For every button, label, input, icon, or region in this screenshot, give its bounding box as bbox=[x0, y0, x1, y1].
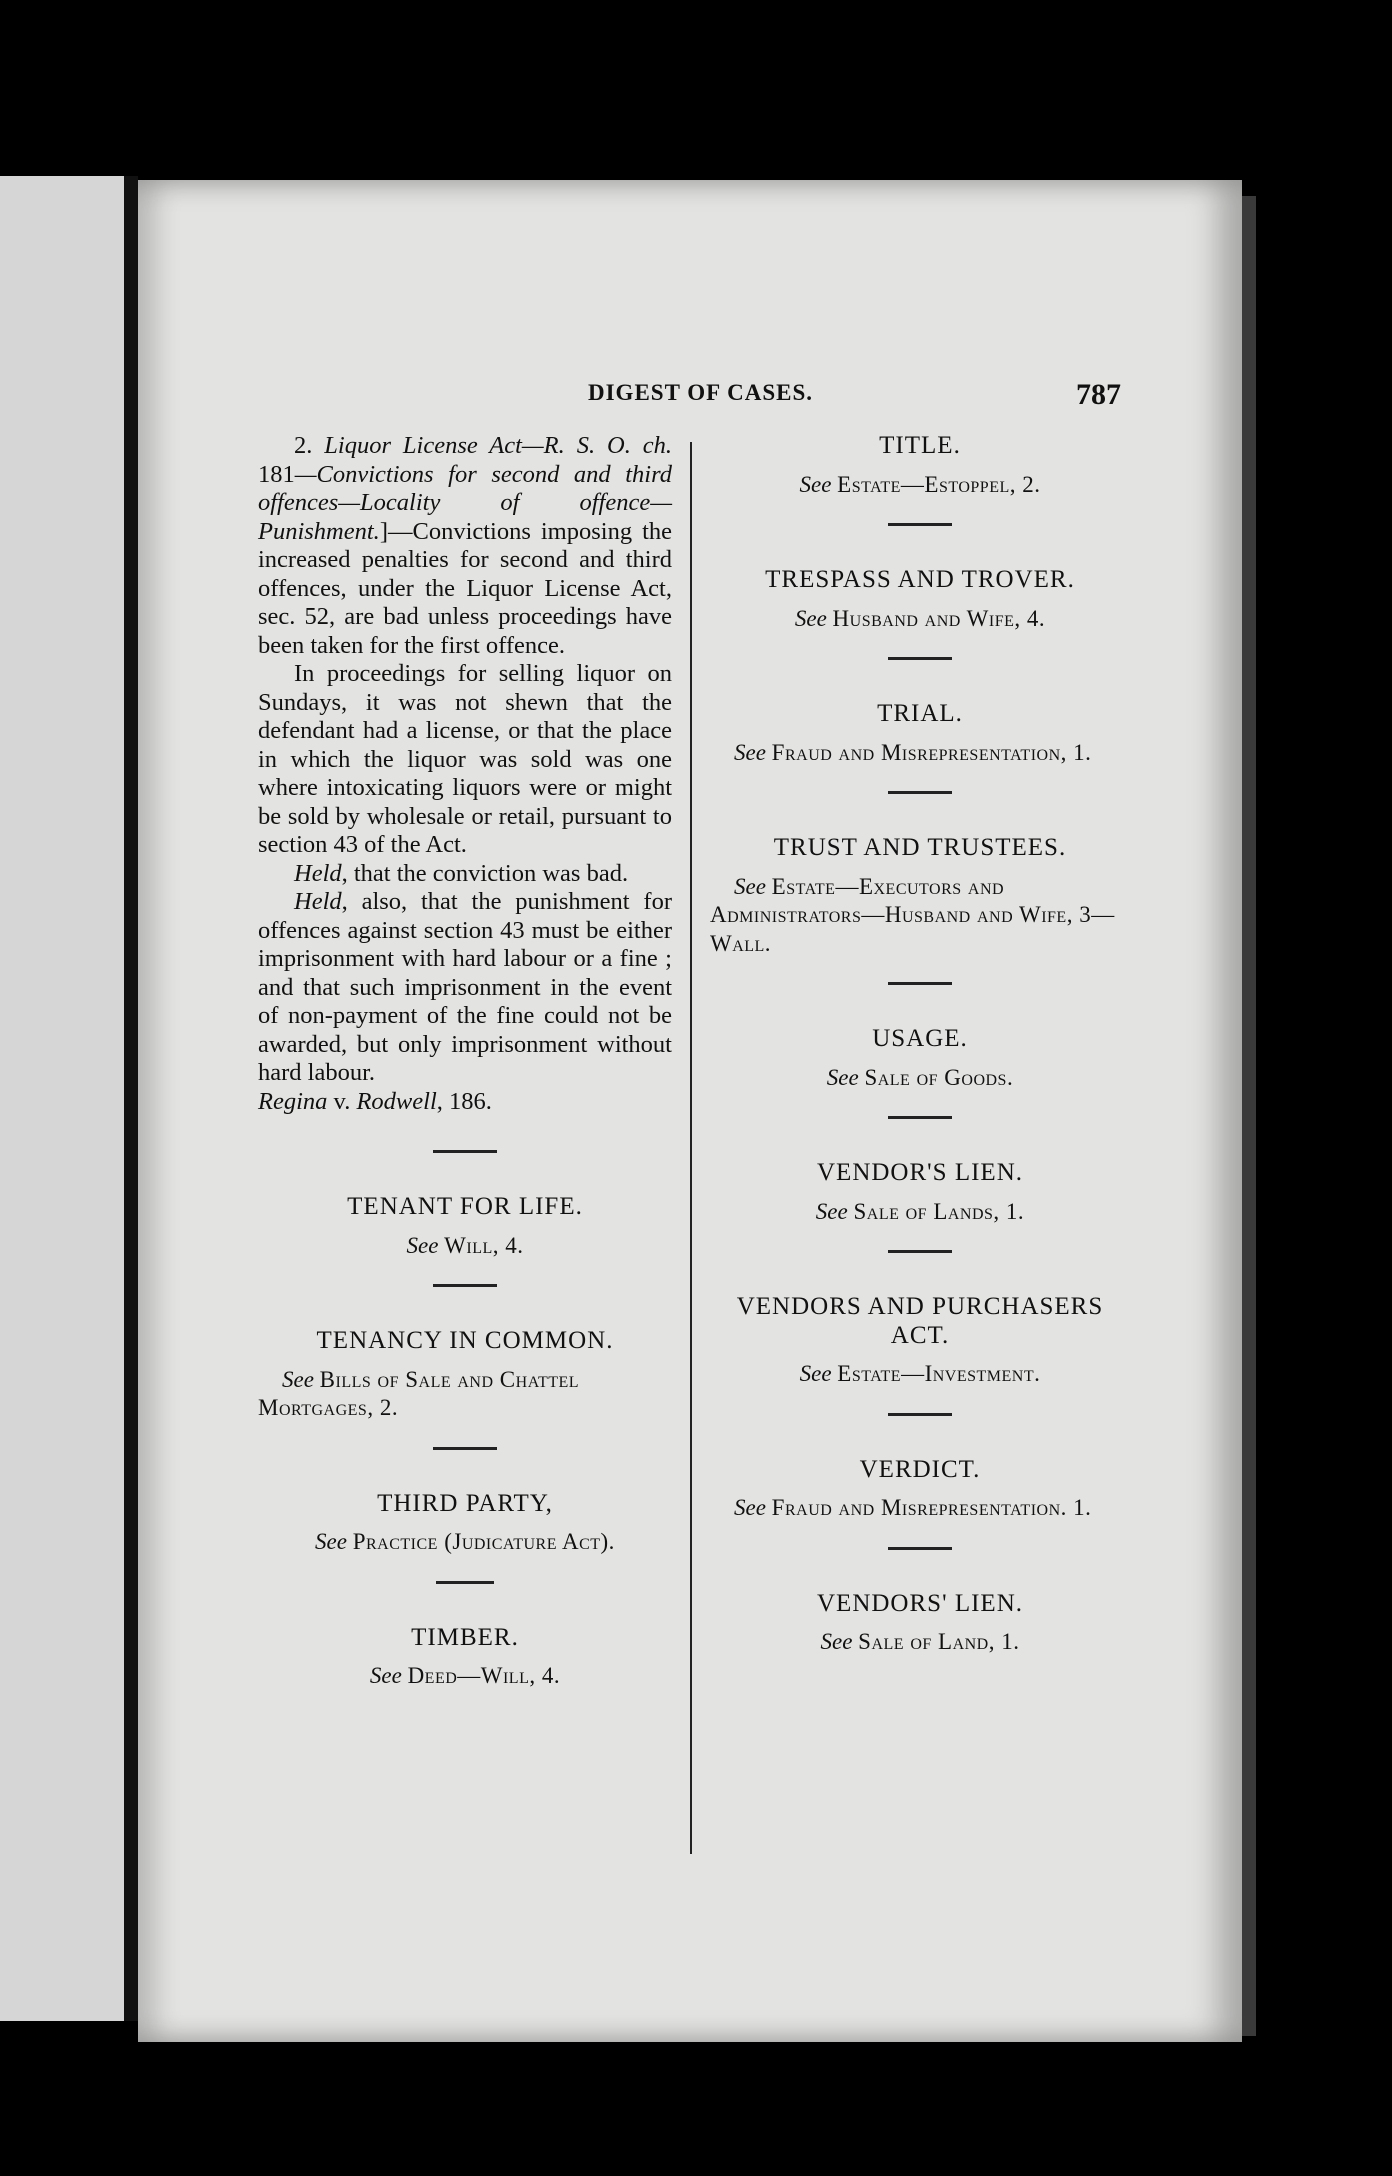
index-entry bbox=[710, 834, 1130, 958]
index-entry bbox=[258, 1624, 672, 1691]
see-reference: See Will, 4. bbox=[406, 1232, 524, 1258]
case-number: 2. bbox=[294, 432, 313, 459]
entry-heading: TRESPASS AND TROVER. bbox=[765, 566, 1075, 593]
case-holding-2 bbox=[258, 888, 672, 1116]
page-edge-shadow bbox=[1242, 196, 1256, 2036]
document-page bbox=[138, 180, 1242, 2042]
entry-heading: TENANT FOR LIFE. bbox=[347, 1193, 583, 1220]
index-entry bbox=[258, 1490, 672, 1557]
index-entry bbox=[710, 700, 1130, 767]
section-rule bbox=[888, 1413, 952, 1416]
section-rule bbox=[888, 523, 952, 526]
page-number: 787 bbox=[1076, 378, 1121, 411]
index-entry bbox=[258, 1327, 672, 1423]
section-rule bbox=[433, 1284, 497, 1287]
entry-heading: VENDORS' LIEN. bbox=[817, 1589, 1023, 1617]
entry-heading: VENDOR'S LIEN. bbox=[817, 1159, 1023, 1186]
book-gutter bbox=[124, 176, 138, 2021]
case-entry bbox=[258, 432, 672, 1116]
index-entry bbox=[710, 1159, 1130, 1226]
index-entry bbox=[258, 1193, 672, 1260]
held-word: Held bbox=[294, 888, 342, 915]
see-reference: See Estate—Investment. bbox=[799, 1361, 1041, 1386]
see-reference: See Sale of Goods. bbox=[826, 1064, 1014, 1090]
section-rule bbox=[888, 791, 952, 794]
entry-heading: TENANCY IN COMMON. bbox=[316, 1327, 614, 1354]
see-reference: See Estate—Executors and Administrators—Husband and Wife, 3—Wall. bbox=[710, 873, 1115, 956]
entry-heading: VERDICT. bbox=[859, 1455, 981, 1483]
index-entry bbox=[710, 1025, 1130, 1092]
case-holding-1 bbox=[258, 860, 672, 889]
citation-v: v. bbox=[327, 1087, 357, 1115]
index-entry bbox=[710, 566, 1130, 633]
section-rule bbox=[433, 1447, 497, 1450]
section-rule bbox=[888, 1116, 952, 1119]
entry-heading: THIRD PARTY, bbox=[377, 1489, 553, 1517]
held-word: Held bbox=[294, 859, 342, 887]
case-subtitle: —Convictions for second and third offences—Locality of offence—Punishment. bbox=[258, 460, 672, 545]
see-reference: See Husband and Wife, 4. bbox=[794, 605, 1046, 631]
right-column bbox=[710, 432, 1130, 1657]
citation-party-a: Regina bbox=[258, 1087, 328, 1115]
citation-party-b: Rodwell bbox=[356, 1087, 437, 1115]
entry-heading: VENDORS AND PURCHASERS ACT. bbox=[736, 1293, 1104, 1349]
see-reference: See Deed—Will, 4. bbox=[369, 1663, 561, 1688]
column-divider bbox=[690, 442, 692, 1854]
entry-heading: TITLE. bbox=[879, 432, 961, 459]
held-text: , also, that the punishment for offences against section 43 must be either imprisonment with hard labour or a fine ; and that such imprisonment in the event of non-payment of the fine could not be awarded, but only imprisonment without hard labour. bbox=[258, 888, 672, 1086]
case-chapter: 181 bbox=[258, 460, 295, 488]
facing-page-edge bbox=[0, 176, 128, 2021]
entry-heading: USAGE. bbox=[872, 1025, 968, 1052]
index-entry bbox=[710, 432, 1130, 499]
case-paragraph bbox=[258, 432, 672, 660]
entry-heading: TRIAL. bbox=[877, 700, 963, 727]
held-text: , that the conviction was bad. bbox=[341, 859, 629, 887]
section-rule bbox=[433, 1150, 497, 1153]
section-rule bbox=[888, 1250, 952, 1253]
entry-heading: TIMBER. bbox=[411, 1623, 519, 1651]
left-column bbox=[258, 432, 672, 1691]
see-reference: See Fraud and Misrepresentation, 1. bbox=[734, 739, 1092, 765]
section-rule bbox=[436, 1581, 494, 1584]
section-rule bbox=[888, 657, 952, 660]
citation-page: , 186. bbox=[436, 1087, 492, 1115]
index-entry bbox=[710, 1456, 1130, 1523]
case-facts: In proceedings for selling liquor on Sundays, it was not shewn that the defendant had a license, or that the place in which the liquor was sold was one where intoxicating liquors were or might be sold by wholesale or retail, pursuant to section 43 of the Act. bbox=[258, 660, 672, 858]
section-rule bbox=[888, 982, 952, 985]
see-reference: See Sale of Land, 1. bbox=[820, 1629, 1020, 1654]
see-reference: See Sale of Lands, 1. bbox=[815, 1198, 1025, 1224]
index-entry bbox=[710, 1293, 1130, 1389]
entry-heading: TRUST AND TRUSTEES. bbox=[773, 834, 1067, 861]
running-header: DIGEST OF CASES. bbox=[588, 380, 813, 405]
see-reference: See Fraud and Misrepresentation. 1. bbox=[734, 1495, 1092, 1520]
see-reference: See Bills of Sale and Chattel Mortgages, 2. bbox=[258, 1366, 580, 1420]
see-reference: See Practice (Judicature Act). bbox=[315, 1529, 615, 1554]
see-reference: See Estate—Estoppel, 2. bbox=[799, 471, 1041, 497]
case-title: Liquor License Act—R. S. O. ch. bbox=[324, 432, 672, 459]
case-body: ]—Convictions imposing the increased penalties for second and third offences, under the Liquor License Act, sec. 52, are bad unless proceedings have been taken for the first offence. bbox=[258, 517, 672, 659]
index-entry bbox=[710, 1590, 1130, 1657]
section-rule bbox=[888, 1547, 952, 1550]
